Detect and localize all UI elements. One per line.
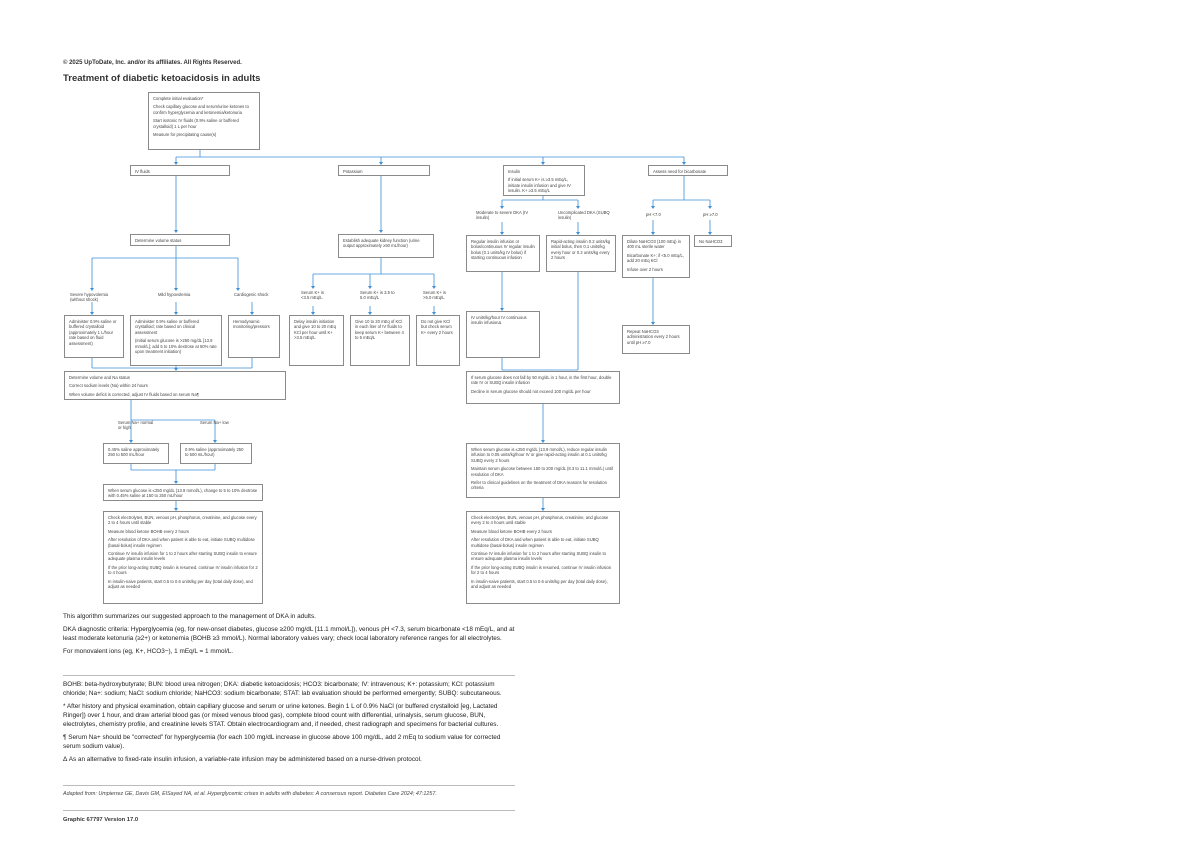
initial-iv-fluids: Start isotonic IV fluids (0.9% saline or buffered crystalloid) 1 L per hour xyxy=(153,118,239,129)
bicarb-low-1: Dilute NaHCO3 (100 mEq) in 400 mL sterile water xyxy=(627,239,681,250)
label-k-mid: Serum K+ is 3.5 to 5.0 mEq/L xyxy=(360,290,395,301)
copyright-notice: © 2025 UpToDate, Inc. and/or its affiliates. All Rights Reserved. xyxy=(63,60,242,66)
moderate-dka-box: Regular insulin infusion or bolus/continuous IV regular insulin bolus (0.1 units/kg IV bolus) if starting continuous infusion xyxy=(466,235,540,272)
note-criteria: DKA diagnostic criteria: Hyperglycemia (eg, for new-onset diabetes, glucose ≥200 mg/dL [11.1 mmol/L]), venous pH <7.3, serum bicarbonate <18 mEq/L, and at least moderate ketonuria (≥2+) or ketonemia (BOHB ≥3 mmol/L). Normal laboratory values vary; check local laboratory reference ranges for all electrolytes. xyxy=(63,626,515,642)
bicarb-low-3: Infuse over 2 hours xyxy=(627,266,663,272)
insulin-monitor-5: If the prior long-acting SUBQ insulin is resumed, continue IV insulin infusion for 2 to 4 hours xyxy=(471,564,612,576)
sodium-high-box: 0.45% saline approximately 250 to 500 mL/hour xyxy=(103,443,169,464)
severe-hypovolemia-box: Administer 0.9% saline or buffered crystalloid (approximately 1 L/hour rate based on fluid assessment) xyxy=(64,315,124,358)
header-potassium: Potassium xyxy=(338,165,430,176)
label-moderate-severe-dka: Moderate to severe DKA (IV insulin) xyxy=(476,210,529,221)
fluids-monitoring-box xyxy=(103,511,263,604)
initial-evaluation-title: Complete initial evaluation* xyxy=(153,96,204,101)
glucose-target-1: If serum glucose does not fall by 50 mg/dL in 1 hour, in the first hour, double rate IV or SUBQ insulin infusion xyxy=(471,375,612,386)
glucose-target-2: Decline in serum glucose should not exceed 100 mg/dL per hour xyxy=(471,388,591,394)
label-cardiogenic-shock: Cardiogenic shock xyxy=(234,292,269,297)
bicarb-low-ph-box xyxy=(622,235,690,278)
sodium-status-text-1: Determine volume and Na status xyxy=(69,375,130,380)
insulin-monitor-6: In insulin-naive patients, start 0.5 to 0.6 units/kg per day (total daily dose), and adjust as needed xyxy=(471,578,608,590)
note-units: For monovalent ions (eg, K+, HCO3−), 1 mEq/L = 1 mmol/L. xyxy=(63,648,234,655)
note-abbreviations: BOHB: beta-hydroxybutyrate; BUN: blood urea nitrogen; DKA: diabetic ketoacidosis; HCO3: bicarbonate; IV: intravenous; K+: potassium; KCl: potassium chloride; Na+: sodium; NaCl: sodium chloride; NaHCO3: sodium bicarbonate; STAT: lab evaluation should be performed emergently; SUBQ: subcutaneous. xyxy=(63,681,502,697)
graphic-version: Graphic 67797 Version 17.0 xyxy=(63,817,139,823)
insulin-intro-text: If initial serum K+ is ≥3.5 mEq/L, initiate insulin infusion and give IV insulin. K+ ≥3.5 mEq/L xyxy=(508,177,571,194)
continuous-infusion-box: IV units/kg/hour IV continuous insulin infusionΔ xyxy=(466,311,540,358)
label-severe-hypovolemia: Severe hypovolemia (without shock) xyxy=(70,292,108,303)
sodium-status-box xyxy=(64,371,286,400)
uncomplicated-dka-box: Rapid-acting insulin 0.2 units/kg initial bolus, then 0.1 units/kg every hour or 0.2 units/kg every 2 hours xyxy=(546,235,616,272)
label-mild-hypovolemia: Mild hypovolemia xyxy=(158,292,191,297)
insulin-glucose-1: When serum glucose is ≤250 mg/dL (13.9 mmol/L), reduce regular insulin infusion to 0.05 units/kg/hour IV or give rapid-acting insulin at 0.1 units/kg SUBQ every 2 hours xyxy=(471,447,607,463)
fluids-monitor-4: Continue IV insulin infusion for 1 to 2 hours after starting SUBQ insulin to ensure adequate plasma insulin levels xyxy=(108,551,257,562)
note-paragraph: ¶ Serum Na+ should be "corrected" for hyperglycemia (for each 100 mg/dL increase in glucose above 100 mg/dL, add 2 mEq to sodium value for corrected serum sodium value). xyxy=(63,734,501,750)
k-mid-box: Give 10 to 20 mEq of KCl in each liter of IV fluids to keep serum K+ between 4 to 5 mEq/L xyxy=(350,315,410,366)
insulin-glucose-2: Maintain serum glucose between 150 to 200 mg/dL (8.3 to 11.1 mmol/L) until resolution of DKA xyxy=(471,466,613,477)
label-uncomplicated-dka: Uncomplicated DKA (SUBQ insulin) xyxy=(558,210,610,221)
divider xyxy=(63,675,515,676)
header-bicarbonate: Assess need for bicarbonate xyxy=(648,165,728,176)
repeat-bicarb-box: Repeat NaHCO3 administration every 2 hours until pH ≥7.0 xyxy=(622,325,690,354)
sodium-status-text-3: When volume deficit is corrected, adjust IV fluids based on serum Na¶ xyxy=(69,391,200,397)
initial-evaluation-box xyxy=(148,92,260,150)
reference: Adapted from: Umpierrez GE, Davis GM, ElSayed NA, et al. Hyperglycemic crises in adults with diabetes: A consensus report. Diabetes Care 2024; 47:1257. xyxy=(63,791,437,797)
initial-check-glucose: Check capillary glucose and serum/urine ketones to confirm hyperglycemia and ketonemia/ketonuria xyxy=(153,104,249,115)
insulin-monitor-4: Continue IV insulin infusion for 1 to 2 hours after starting SUBQ insulin to ensure adequate plasma insulin levels xyxy=(471,551,607,562)
page-title: Treatment of diabetic ketoacidosis in adults xyxy=(63,73,261,84)
insulin-monitor-3: After resolution of DKA and when patient is able to eat, initiate SUBQ multidose (basal-bolus) insulin regimen xyxy=(471,537,599,548)
label-k-high: Serum K+ is >5.0 mEq/L xyxy=(423,290,446,301)
kidney-function-box: Establish adequate kidney function (urine output approximately ≥50 mL/hour) xyxy=(338,234,434,258)
mild-hypovolemia-box xyxy=(130,315,222,366)
k-high-box: Do not give KCl but check serum K+ every 2 hours xyxy=(416,315,460,366)
cardiogenic-shock-box: Hemodynamic monitoring/pressors xyxy=(228,315,280,358)
bicarb-low-2: Bicarbonate K+: if <5.0 mEq/L, add 20 mEq KCl xyxy=(627,252,685,264)
label-k-low: Serum K+ is <3.5 mEq/L xyxy=(301,290,324,301)
insulin-monitoring-box xyxy=(466,511,620,604)
divider xyxy=(63,810,515,811)
fluids-monitor-2: Measure blood ketone BOHB every 2 hours xyxy=(108,528,190,534)
label-sodium-low: Serum Na+ low xyxy=(200,420,229,425)
header-iv-fluids: IV fluids xyxy=(130,165,230,176)
note-summary: This algorithm summarizes our suggested approach to the management of DKA in adults. xyxy=(63,613,316,620)
k-low-box: Delay insulin initiation and give 10 to 20 mEq KCl per hour until K+ >3.5 mEq/L xyxy=(289,315,344,366)
initial-precipitating-cause: Measure for precipitating cause(s) xyxy=(153,132,217,138)
label-ph-ok: pH ≥7.0 xyxy=(703,212,718,217)
sodium-status-text-2: Correct sodium levels (Na) within 24 hours xyxy=(69,383,148,389)
determine-volume-status: Determine volume status xyxy=(130,234,230,246)
glucose-target-box xyxy=(466,371,620,404)
label-ph-low: pH <7.0 xyxy=(646,212,661,217)
header-insulin xyxy=(503,165,585,196)
fluids-monitor-1: Check electrolytes, BUN, venous pH, phosphorus, creatinine, and glucose every 2 to 4 hours until stable xyxy=(108,515,257,526)
fluids-monitor-6: In insulin-naive patients, start 0.5 to 0.6 units/kg per day (total daily dose), and adjust as needed xyxy=(108,578,253,590)
insulin-header-label: Insulin xyxy=(508,169,521,174)
note-star: * After history and physical examination, obtain capillary glucose and serum or urine ketones. Begin 1 L of 0.9% NaCl (or buffered crystalloid [eg, Lactated Ringer]) over 1 hour, and draw arterial blood gas (or mixed venous blood gas), complete blood count with differential, urinalysis, serum glucose, BUN, electrolytes, chemistry profile, and creatinine levels STAT. Obtain electrocardiogram and, if needed, chest radiograph and specimens for bacterial cultures. xyxy=(63,703,499,728)
insulin-glucose-3: Refer to clinical guidelines on the treatment of DKA reasons for resolution criteria xyxy=(471,480,607,491)
insulin-monitor-1: Check electrolytes, BUN, venous pH, phosphorus, creatinine, and glucose every 2 to 4 hours until stable xyxy=(471,515,609,526)
label-sodium-high: Serum Na+ normal or high xyxy=(118,420,154,431)
insulin-monitor-2: Measure blood ketone BOHB every 2 hours xyxy=(471,528,553,534)
mild-box-text-2: (Initial serum glucose is >250 mg/dL [13.9 mmol/L]; add 5 to 10% dextrose at 50% rate upon treatment initiation) xyxy=(135,338,217,355)
insulin-glucose-box xyxy=(466,443,620,498)
fluids-monitor-5: If the prior long-acting SUBQ insulin is resumed, continue IV insulin infusion for 2 to 4 hours xyxy=(108,564,258,576)
sodium-low-box: 0.9% saline (approximately 250 to 500 mL/hour) xyxy=(180,443,252,464)
note-delta: Δ As an alternative to fixed-rate insulin infusion, a variable-rate infusion may be administered based on a nurse-driven protocol. xyxy=(63,756,422,763)
fluids-monitor-3: After resolution of DKA and when patient is able to eat, initiate SUBQ multidose (basal-bolus) insulin regimen xyxy=(108,537,255,548)
footnotes xyxy=(63,612,515,660)
no-bicarb-box: No NaHCO3 xyxy=(694,235,732,247)
divider xyxy=(63,785,515,786)
fluids-glucose-box: When serum glucose is ≤250 mg/dL (13.9 mmol/L), change to 5 to 10% dextrose with 0.45% saline at 150 to 250 mL/hour xyxy=(103,484,263,501)
abbreviations xyxy=(63,680,515,768)
mild-box-text-1: Administer 0.9% saline or buffered crystalloid; rate based on clinical assessment xyxy=(135,319,199,335)
